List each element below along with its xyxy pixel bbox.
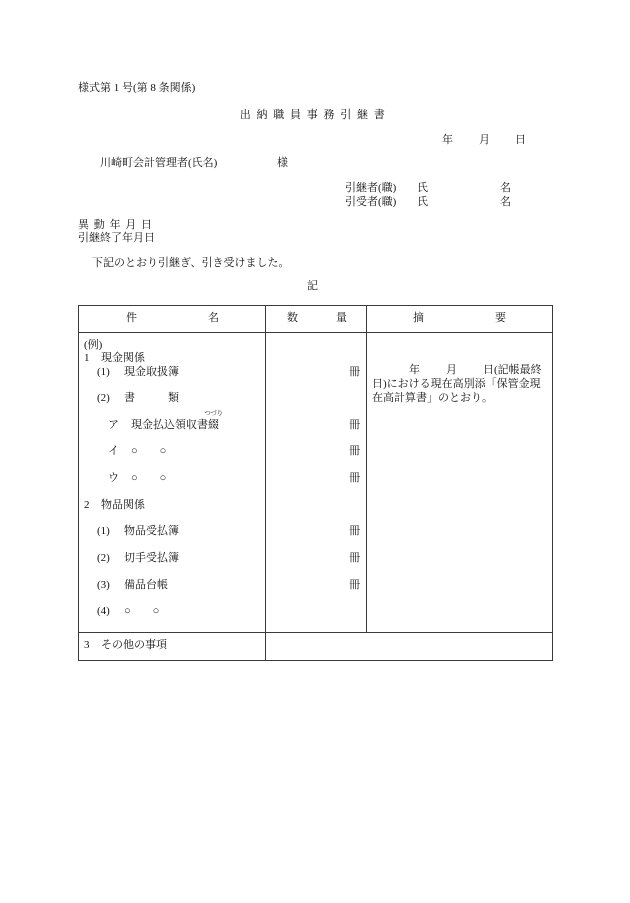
- transferee-surname-label: 氏: [417, 196, 428, 208]
- summary-line-2: 日)における現在高別添「保管金現: [372, 378, 541, 390]
- row-unit: 冊: [349, 366, 360, 378]
- row-prefix: (2): [97, 552, 110, 564]
- row-unit: 冊: [349, 552, 360, 564]
- addressee-honorific: 様: [277, 157, 288, 169]
- addressee-label: 川崎町会計管理者(氏名): [100, 157, 218, 169]
- transferee-label: 引受者(職): [345, 196, 397, 208]
- table-left-border: [78, 305, 79, 661]
- row-prefix: (4): [97, 605, 110, 617]
- transferor-name-label: 名: [500, 182, 511, 194]
- row-prefix: イ: [108, 445, 119, 457]
- row-label: 現金関係: [101, 352, 145, 364]
- ki-heading: 記: [307, 280, 318, 292]
- row-prefix: (3): [97, 579, 110, 591]
- row-label-with-ruby: [131, 410, 223, 432]
- row-unit: 冊: [349, 525, 360, 537]
- row-label: その他の事項: [101, 639, 167, 651]
- statement-text: 下記のとおり引継ぎ、引き受けました。: [92, 257, 290, 269]
- header-quantity-char-1: 数: [287, 312, 298, 324]
- row-label: 物品関係: [101, 499, 145, 511]
- summary-line-3: 在高計算書」のとおり。: [372, 392, 493, 404]
- row-label: 切手受払簿: [124, 552, 179, 564]
- row-prefix: ア: [108, 419, 119, 431]
- row-label: 書 類: [124, 392, 179, 404]
- form-number: 様式第 1 号(第 8 条関係): [78, 82, 196, 94]
- summary-day-note: 日(記帳最終: [483, 364, 542, 376]
- ruby-character: [204, 410, 223, 432]
- date-year-label: 年: [442, 134, 453, 146]
- row-prefix: (1): [97, 525, 110, 537]
- ruby-reading: つづり: [204, 410, 223, 417]
- row-unit: 冊: [349, 445, 360, 457]
- header-item-char-1: 件: [126, 312, 137, 324]
- row-label: 備品台帳: [124, 579, 168, 591]
- transferor-surname-label: 氏: [417, 182, 428, 194]
- table-right-border: [552, 305, 553, 661]
- row-prefix: 1: [84, 352, 90, 364]
- table-top-border: [78, 305, 553, 306]
- completion-date-label: 引継終了年月日: [78, 232, 155, 244]
- table-bottom-border: [78, 660, 553, 661]
- date-day-label: 日: [515, 134, 526, 146]
- date-month-label: 月: [479, 134, 490, 146]
- table-header-divider: [78, 332, 553, 333]
- row-label: 現金払込領収書: [131, 419, 208, 431]
- row-prefix: 3: [84, 639, 90, 651]
- row-prefix: (1): [97, 366, 110, 378]
- ruby-base: 綴: [208, 419, 219, 431]
- header-summary-char-1: 摘: [413, 312, 424, 324]
- table-column-divider-1: [265, 305, 266, 661]
- row-prefix: ウ: [108, 472, 119, 484]
- row-prefix: 2: [84, 499, 90, 511]
- example-label: (例): [84, 339, 103, 351]
- row-prefix: (2): [97, 392, 110, 404]
- row-unit: 冊: [349, 472, 360, 484]
- header-item-char-2: 名: [208, 312, 219, 324]
- row-label: ○ ○: [131, 445, 167, 457]
- header-quantity-char-2: 量: [336, 312, 347, 324]
- transferor-label: 引継者(職): [345, 182, 397, 194]
- summary-month-label: 月: [446, 364, 457, 376]
- transferee-name-label: 名: [500, 196, 511, 208]
- table-body-divider: [78, 632, 553, 633]
- transfer-date-label: 異 動 年 月 日: [78, 219, 153, 231]
- table-column-divider-2: [366, 305, 367, 632]
- row-label: 物品受払簿: [124, 525, 179, 537]
- row-label: ○ ○: [124, 605, 160, 617]
- row-label: ○ ○: [131, 472, 167, 484]
- document-title: 出 納 職 員 事 務 引 継 書: [239, 109, 387, 121]
- header-summary-char-2: 要: [495, 312, 506, 324]
- summary-year-label: 年: [409, 364, 420, 376]
- row-label: 現金取扱簿: [124, 366, 179, 378]
- row-unit: 冊: [349, 419, 360, 431]
- row-unit: 冊: [349, 579, 360, 591]
